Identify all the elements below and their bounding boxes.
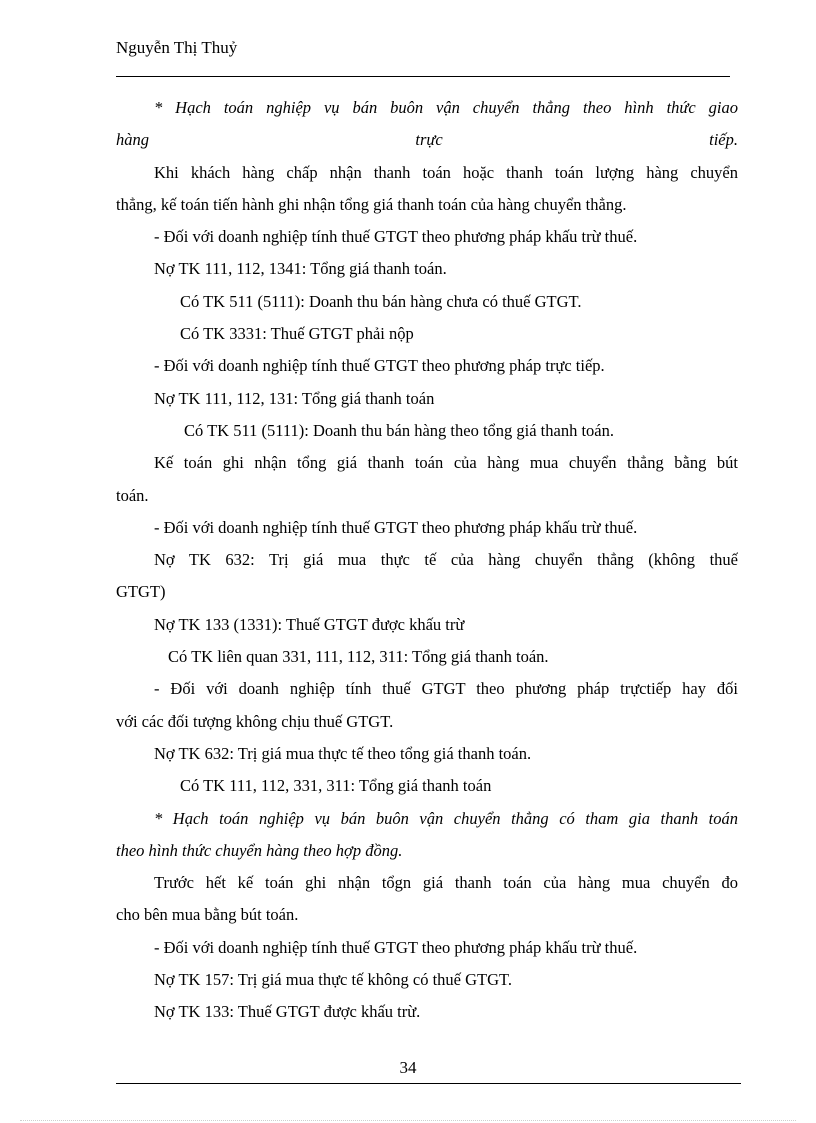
entry-line: Nợ TK 632: Trị giá mua thực tế của hàng chuyển thẳng (không thuế	[154, 550, 738, 570]
header-divider	[116, 76, 730, 77]
paragraph-line: Trước hết kế toán ghi nhận tổgn giá thanh toán của hàng mua chuyển đo	[154, 873, 738, 893]
paragraph-line: toán.	[116, 485, 149, 505]
header-author: Nguyễn Thị Thuỷ	[116, 38, 238, 57]
heading-line: theo hình thức chuyển hàng theo hợp đồng.	[116, 840, 403, 860]
page-edge	[20, 1120, 796, 1121]
entry-line: Có TK 511 (5111): Doanh thu bán hàng theo tổng giá thanh toán.	[184, 420, 614, 440]
paragraph-line: Khi khách hàng chấp nhận thanh toán hoặc thanh toán lượng hàng chuyển	[154, 162, 738, 182]
entry-line: Nợ TK 111, 112, 1341: Tổng giá thanh toán.	[154, 259, 447, 279]
entry-line: Có TK 111, 112, 331, 311: Tổng giá thanh toán	[180, 776, 492, 796]
entry-line: Nợ TK 133 (1331): Thuế GTGT được khấu trừ	[154, 614, 465, 634]
entry-line: Có TK liên quan 331, 111, 112, 311: Tổng giá thanh toán.	[168, 647, 549, 667]
paragraph-line: - Đối với doanh nghiệp tính thuế GTGT theo phương pháp khấu trừ thuế.	[154, 937, 638, 957]
paragraph-line: - Đối với doanh nghiệp tính thuế GTGT theo phương pháp trựctiếp hay đối	[154, 679, 738, 699]
paragraph-line: với các đối tượng không chịu thuế GTGT.	[116, 711, 394, 731]
heading-line-1: * Hạch toán nghiệp vụ bán buôn vận chuyển thẳng theo hình thức giao	[154, 98, 738, 117]
heading-line-2	[116, 124, 738, 156]
heading-word-2: trực	[415, 130, 443, 150]
paragraph-line: Kế toán ghi nhận tổng giá thanh toán của hàng mua chuyển thẳng bằng bút	[154, 453, 738, 473]
paragraph-line: - Đối với doanh nghiệp tính thuế GTGT theo phương pháp trực tiếp.	[154, 356, 605, 376]
footer-divider	[116, 1083, 741, 1084]
entry-line: Nợ TK 133: Thuế GTGT được khấu trừ.	[154, 1002, 421, 1022]
heading-word-1: hàng	[116, 130, 149, 150]
document-body	[116, 92, 738, 1029]
entry-line: Có TK 511 (5111): Doanh thu bán hàng chưa có thuế GTGT.	[180, 291, 582, 311]
entry-line: Nợ TK 111, 112, 131: Tổng giá thanh toán	[154, 388, 435, 408]
heading-word-3: tiếp.	[709, 130, 738, 150]
page-number: 34	[399, 1058, 417, 1077]
entry-line: GTGT)	[116, 582, 166, 602]
entry-line: Nợ TK 157: Trị giá mua thực tế không có thuế GTGT.	[154, 970, 513, 990]
paragraph-line: - Đối với doanh nghiệp tính thuế GTGT theo phương pháp khấu trừ thuế.	[154, 517, 638, 537]
heading-line: * Hạch toán nghiệp vụ bán buôn vận chuyển thẳng có tham gia thanh toán	[154, 808, 738, 828]
paragraph-line: cho bên mua bằng bút toán.	[116, 905, 299, 925]
paragraph-line: - Đối với doanh nghiệp tính thuế GTGT theo phương pháp khấu trừ thuế.	[154, 227, 638, 247]
entry-line: Nợ TK 632: Trị giá mua thực tế theo tổng giá thanh toán.	[154, 743, 532, 763]
paragraph-line: thẳng, kế toán tiến hành ghi nhận tổng giá thanh toán của hàng chuyển thẳng.	[116, 194, 627, 214]
entry-line: Có TK 3331: Thuế GTGT phải nộp	[180, 324, 414, 344]
